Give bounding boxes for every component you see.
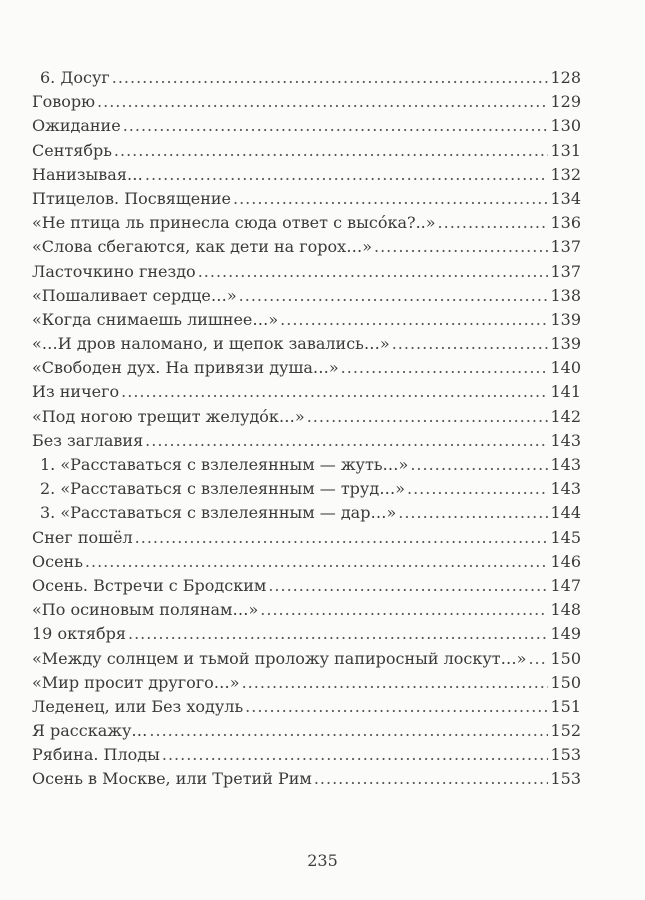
- toc-entry: [32, 90, 581, 114]
- toc-entry-title: «Между солнцем и тьмой проложу папиросный лоскут…»: [32, 648, 527, 668]
- toc-entry-title: Я расскажу…: [32, 721, 148, 741]
- toc-entry-title: Ожидание: [32, 116, 121, 136]
- toc-entry-page: 153: [550, 745, 581, 765]
- toc-entry-title: «Свободен дух. На привязи душа…»: [32, 358, 339, 378]
- toc-entry-title: Без заглавия: [32, 430, 144, 450]
- toc-entry: [32, 501, 581, 525]
- toc-entry-page: 134: [550, 188, 581, 208]
- dot-leader: [162, 743, 549, 767]
- toc-entry-page: 139: [550, 334, 581, 354]
- toc-entry-title: Леденец, или Без ходуль: [32, 696, 244, 716]
- dot-leader: [145, 429, 548, 453]
- toc-entry: [32, 405, 581, 429]
- toc-entry: [32, 767, 581, 791]
- toc-entry-page: 143: [550, 455, 581, 474]
- toc-entry-title: 1. «Расставаться с взлелеянным — жуть…»: [40, 455, 409, 474]
- toc-entry-page: 145: [550, 527, 581, 547]
- dot-leader: [407, 477, 548, 501]
- toc-entry-page: 153: [550, 769, 581, 789]
- toc-entry: [32, 526, 581, 550]
- toc-entry-page: 139: [550, 309, 581, 329]
- dot-leader: [233, 187, 548, 211]
- toc-entry: [32, 66, 581, 90]
- toc-entry-page: 141: [550, 382, 581, 402]
- dot-leader: [97, 90, 548, 114]
- toc-entry-page: 152: [550, 721, 581, 741]
- toc-entry-title: 2. «Расставаться с взлелеянным — труд…»: [40, 479, 405, 499]
- dot-leader: [135, 526, 549, 550]
- toc-entry-title: Осень: [32, 551, 83, 571]
- toc-entry-page: 143: [550, 430, 581, 450]
- toc-entry-title: «…И дров наломано, и щепок завались…»: [32, 334, 390, 354]
- toc-entry-page: 138: [550, 285, 581, 305]
- toc-entry-page: 130: [550, 116, 581, 136]
- toc-entry-title: Нанизывая…: [32, 164, 143, 184]
- toc-entry: [32, 284, 581, 308]
- toc-entry-title: Ласточкино гнездо: [32, 261, 196, 281]
- toc-entry-page: 146: [550, 551, 581, 571]
- toc-entry: [32, 671, 581, 695]
- toc-entry-page: 144: [550, 503, 581, 523]
- toc-entry-page: 151: [550, 696, 581, 716]
- dot-leader: [128, 622, 548, 646]
- toc-entry-page: 149: [550, 624, 581, 644]
- toc-entry-title: 3. «Расставаться с взлелеянным — дар…»: [40, 503, 397, 523]
- dot-leader: [198, 260, 549, 284]
- dot-leader: [121, 380, 548, 404]
- dot-leader: [307, 405, 549, 429]
- toc-entry-title: «По осиновым полянам…»: [32, 600, 259, 620]
- toc-entry: [32, 356, 581, 380]
- toc-entry: [32, 380, 581, 404]
- toc-entry: [32, 477, 581, 501]
- toc-entry: [32, 187, 581, 211]
- toc-entry-title: Рябина. Плоды: [32, 745, 160, 765]
- toc-entry-title: «Когда снимаешь лишнее…»: [32, 309, 279, 329]
- dot-leader: [260, 598, 548, 622]
- toc-entry-page: 150: [550, 672, 581, 692]
- toc-entry: [32, 550, 581, 574]
- toc-entry: [32, 574, 581, 598]
- toc-entry: [32, 695, 581, 719]
- dot-leader: [145, 163, 549, 187]
- dot-leader: [392, 332, 549, 356]
- table-of-contents: [32, 66, 581, 792]
- toc-entry: [32, 163, 581, 187]
- toc-entry: [32, 647, 581, 671]
- toc-entry: [32, 453, 581, 477]
- dot-leader: [438, 211, 549, 235]
- dot-leader: [398, 501, 548, 525]
- dot-leader: [239, 284, 549, 308]
- dot-leader: [112, 66, 549, 90]
- dot-leader: [114, 139, 549, 163]
- toc-entry-title: Говорю: [32, 92, 96, 112]
- toc-entry-page: 142: [550, 406, 581, 426]
- toc-entry-title: 19 октября: [32, 624, 126, 644]
- dot-leader: [314, 767, 549, 791]
- toc-entry: [32, 743, 581, 767]
- toc-entry-page: 136: [550, 213, 581, 233]
- toc-entry: [32, 429, 581, 453]
- toc-entry-page: 140: [550, 358, 581, 378]
- toc-entry-title: «Мир просит другого…»: [32, 672, 240, 692]
- dot-leader: [341, 356, 549, 380]
- toc-entry-title: «Слова сбегаются, как дети на горох…»: [32, 237, 372, 257]
- toc-entry: [32, 719, 581, 743]
- toc-entry: [32, 622, 581, 646]
- toc-entry-title: 6. Досуг: [40, 68, 110, 87]
- toc-entry-title: Осень в Москве, или Третий Рим: [32, 769, 312, 789]
- toc-entry-page: 137: [550, 261, 581, 281]
- toc-entry-page: 147: [550, 575, 581, 595]
- toc-entry-page: 131: [550, 140, 581, 160]
- dot-leader: [374, 235, 548, 259]
- toc-entry-title: «Под ногою трещит желудо́к…»: [32, 406, 305, 426]
- dot-leader: [245, 695, 548, 719]
- toc-entry: [32, 235, 581, 259]
- dot-leader: [280, 308, 548, 332]
- toc-entry-page: 132: [550, 164, 581, 184]
- toc-entry-page: 128: [550, 68, 581, 87]
- toc-entry-page: 148: [550, 600, 581, 620]
- dot-leader: [268, 574, 548, 598]
- dot-leader: [528, 647, 548, 671]
- toc-entry-page: 137: [550, 237, 581, 257]
- toc-entry: [32, 139, 581, 163]
- toc-entry: [32, 114, 581, 138]
- toc-entry: [32, 308, 581, 332]
- toc-entry-title: «Не птица ль принесла сюда ответ с высо́ка?..»: [32, 213, 436, 233]
- toc-entry-page: 143: [550, 479, 581, 499]
- toc-entry: [32, 260, 581, 284]
- toc-entry-title: «Пошаливает сердце…»: [32, 285, 237, 305]
- toc-entry-title: Снег пошёл: [32, 527, 133, 547]
- dot-leader: [410, 453, 548, 477]
- dot-leader: [85, 550, 549, 574]
- toc-entry: [32, 211, 581, 235]
- dot-leader: [149, 719, 548, 743]
- toc-entry: [32, 598, 581, 622]
- toc-entry-title: Птицелов. Посвящение: [32, 188, 231, 208]
- page-number: 235: [307, 851, 338, 870]
- toc-entry-title: Сентябрь: [32, 140, 112, 160]
- toc-entry-page: 150: [550, 648, 581, 668]
- toc-entry-page: 129: [550, 92, 581, 112]
- dot-leader: [242, 671, 549, 695]
- toc-entry-title: Осень. Встречи с Бродским: [32, 575, 267, 595]
- toc-entry-title: Из ничего: [32, 382, 120, 402]
- toc-entry: [32, 332, 581, 356]
- dot-leader: [123, 114, 549, 138]
